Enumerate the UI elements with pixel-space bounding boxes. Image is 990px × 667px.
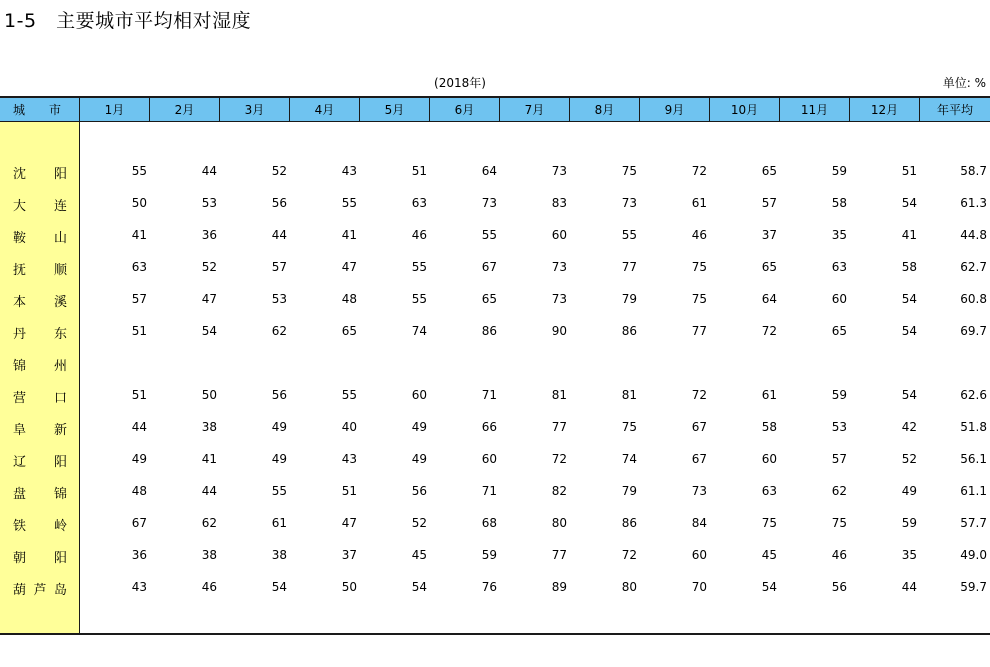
city-name-char: 锦 bbox=[53, 487, 67, 502]
month-value: 72 bbox=[691, 388, 707, 402]
city-name-char: 山 bbox=[53, 231, 67, 246]
month-value: 57 bbox=[831, 452, 847, 466]
unit-label: 单位: % bbox=[942, 76, 986, 90]
month-value: 73 bbox=[551, 260, 567, 274]
month-value: 86 bbox=[621, 324, 637, 338]
table-row bbox=[0, 187, 990, 219]
city-name bbox=[13, 323, 67, 342]
city-name-char: 阳 bbox=[53, 167, 67, 182]
month-value: 55 bbox=[271, 484, 287, 498]
month-value: 48 bbox=[131, 484, 147, 498]
city-name-char: 铁 bbox=[13, 519, 27, 534]
month-value: 35 bbox=[831, 228, 847, 242]
month-value: 52 bbox=[411, 516, 427, 530]
month-value: 72 bbox=[551, 452, 567, 466]
month-value: 73 bbox=[691, 484, 707, 498]
header-city bbox=[0, 98, 79, 122]
table-row bbox=[0, 283, 990, 315]
annual-value: 61.3 bbox=[960, 196, 987, 210]
month-value: 43 bbox=[341, 452, 357, 466]
month-value: 45 bbox=[761, 548, 777, 562]
month-value: 55 bbox=[411, 292, 427, 306]
month-value: 44 bbox=[271, 228, 287, 242]
city-name-char: 东 bbox=[53, 327, 67, 342]
month-value: 51 bbox=[901, 164, 917, 178]
month-value: 77 bbox=[691, 324, 707, 338]
city-name-char: 本 bbox=[13, 295, 27, 310]
month-value: 36 bbox=[201, 228, 217, 242]
header-month-3: 3月 bbox=[219, 98, 289, 122]
month-value: 49 bbox=[411, 452, 427, 466]
city-name-char: 辽 bbox=[13, 455, 27, 470]
city-name bbox=[13, 483, 67, 502]
table-row bbox=[0, 539, 990, 571]
table-bottom-border bbox=[0, 633, 990, 635]
month-value: 51 bbox=[341, 484, 357, 498]
month-value: 41 bbox=[901, 228, 917, 242]
month-value: 47 bbox=[341, 516, 357, 530]
month-value: 44 bbox=[131, 420, 147, 434]
month-value: 58 bbox=[901, 260, 917, 274]
header-month-7: 7月 bbox=[499, 98, 569, 122]
month-value: 53 bbox=[201, 196, 217, 210]
month-value: 56 bbox=[411, 484, 427, 498]
month-value: 52 bbox=[901, 452, 917, 466]
month-value: 57 bbox=[761, 196, 777, 210]
month-value: 59 bbox=[901, 516, 917, 530]
month-value: 50 bbox=[341, 580, 357, 594]
table-row bbox=[0, 315, 990, 347]
table-row bbox=[0, 571, 990, 603]
month-value: 67 bbox=[691, 452, 707, 466]
month-value: 59 bbox=[831, 164, 847, 178]
table-row bbox=[0, 475, 990, 507]
month-value: 55 bbox=[621, 228, 637, 242]
month-value: 62 bbox=[201, 516, 217, 530]
month-value: 75 bbox=[831, 516, 847, 530]
month-value: 77 bbox=[551, 420, 567, 434]
annual-value: 62.7 bbox=[960, 260, 987, 274]
month-value: 68 bbox=[481, 516, 497, 530]
annual-value: 62.6 bbox=[960, 388, 987, 402]
header-month-10: 10月 bbox=[709, 98, 779, 122]
month-value: 43 bbox=[131, 580, 147, 594]
city-name-char: 阳 bbox=[53, 455, 67, 470]
month-value: 52 bbox=[201, 260, 217, 274]
page-title: 1-5 主要城市平均相对湿度 bbox=[4, 10, 252, 32]
month-value: 77 bbox=[621, 260, 637, 274]
annual-value: 51.8 bbox=[960, 420, 987, 434]
city-name-char: 营 bbox=[13, 391, 27, 406]
annual-value: 69.7 bbox=[960, 324, 987, 338]
city-name-char: 丹 bbox=[13, 327, 27, 342]
month-value: 73 bbox=[481, 196, 497, 210]
month-value: 44 bbox=[201, 164, 217, 178]
table-row bbox=[0, 411, 990, 443]
month-value: 61 bbox=[271, 516, 287, 530]
month-value: 35 bbox=[901, 548, 917, 562]
month-value: 63 bbox=[131, 260, 147, 274]
month-value: 74 bbox=[621, 452, 637, 466]
header-month-1: 1月 bbox=[79, 98, 149, 122]
city-name bbox=[13, 387, 67, 406]
month-value: 64 bbox=[761, 292, 777, 306]
header-month-11: 11月 bbox=[779, 98, 849, 122]
city-name bbox=[13, 355, 67, 374]
month-value: 57 bbox=[131, 292, 147, 306]
month-value: 60 bbox=[551, 228, 567, 242]
month-value: 73 bbox=[551, 292, 567, 306]
month-value: 66 bbox=[481, 420, 497, 434]
city-name-char: 州 bbox=[53, 359, 67, 374]
month-value: 56 bbox=[271, 388, 287, 402]
month-value: 37 bbox=[761, 228, 777, 242]
month-value: 47 bbox=[341, 260, 357, 274]
month-value: 38 bbox=[201, 548, 217, 562]
month-value: 82 bbox=[551, 484, 567, 498]
city-name-char: 鞍 bbox=[13, 231, 27, 246]
month-value: 55 bbox=[341, 196, 357, 210]
table-row bbox=[0, 507, 990, 539]
month-value: 76 bbox=[481, 580, 497, 594]
month-value: 51 bbox=[411, 164, 427, 178]
month-value: 79 bbox=[621, 292, 637, 306]
month-value: 60 bbox=[411, 388, 427, 402]
month-value: 49 bbox=[901, 484, 917, 498]
month-value: 54 bbox=[901, 292, 917, 306]
month-value: 75 bbox=[691, 292, 707, 306]
month-value: 65 bbox=[831, 324, 847, 338]
month-value: 46 bbox=[411, 228, 427, 242]
month-value: 37 bbox=[341, 548, 357, 562]
city-name bbox=[13, 579, 67, 598]
annual-value: 56.1 bbox=[960, 452, 987, 466]
month-value: 59 bbox=[481, 548, 497, 562]
month-value: 72 bbox=[621, 548, 637, 562]
annual-value: 58.7 bbox=[960, 164, 987, 178]
month-value: 60 bbox=[761, 452, 777, 466]
month-value: 63 bbox=[831, 260, 847, 274]
month-value: 49 bbox=[271, 420, 287, 434]
city-name-char: 溪 bbox=[53, 295, 67, 310]
month-value: 73 bbox=[621, 196, 637, 210]
month-value: 57 bbox=[271, 260, 287, 274]
annual-value: 49.0 bbox=[960, 548, 987, 562]
month-value: 54 bbox=[271, 580, 287, 594]
month-value: 90 bbox=[551, 324, 567, 338]
month-value: 65 bbox=[341, 324, 357, 338]
header-month-12: 12月 bbox=[849, 98, 919, 122]
city-name-char: 朝 bbox=[13, 551, 27, 566]
city-name-char: 芦 bbox=[33, 583, 47, 598]
month-value: 52 bbox=[271, 164, 287, 178]
month-value: 51 bbox=[131, 324, 147, 338]
month-value: 43 bbox=[341, 164, 357, 178]
month-value: 72 bbox=[691, 164, 707, 178]
month-value: 79 bbox=[621, 484, 637, 498]
month-value: 61 bbox=[691, 196, 707, 210]
month-value: 63 bbox=[411, 196, 427, 210]
month-value: 50 bbox=[201, 388, 217, 402]
month-value: 75 bbox=[761, 516, 777, 530]
month-value: 58 bbox=[761, 420, 777, 434]
header-month-9: 9月 bbox=[639, 98, 709, 122]
month-value: 54 bbox=[901, 324, 917, 338]
month-value: 36 bbox=[131, 548, 147, 562]
month-value: 49 bbox=[271, 452, 287, 466]
month-value: 75 bbox=[691, 260, 707, 274]
month-value: 81 bbox=[621, 388, 637, 402]
month-value: 38 bbox=[271, 548, 287, 562]
month-value: 65 bbox=[761, 260, 777, 274]
month-value: 84 bbox=[691, 516, 707, 530]
city-name-char: 盘 bbox=[13, 487, 27, 502]
month-value: 41 bbox=[341, 228, 357, 242]
month-value: 65 bbox=[481, 292, 497, 306]
month-value: 75 bbox=[621, 420, 637, 434]
month-value: 58 bbox=[831, 196, 847, 210]
month-value: 77 bbox=[551, 548, 567, 562]
month-value: 54 bbox=[761, 580, 777, 594]
month-value: 54 bbox=[201, 324, 217, 338]
city-name bbox=[13, 291, 67, 310]
city-name bbox=[13, 515, 67, 534]
month-value: 67 bbox=[131, 516, 147, 530]
annual-value: 59.7 bbox=[960, 580, 987, 594]
month-value: 53 bbox=[271, 292, 287, 306]
month-value: 70 bbox=[691, 580, 707, 594]
month-value: 55 bbox=[341, 388, 357, 402]
month-value: 72 bbox=[761, 324, 777, 338]
table-header bbox=[0, 96, 990, 122]
header-month-2: 2月 bbox=[149, 98, 219, 122]
city-divider-line bbox=[79, 96, 80, 633]
month-value: 55 bbox=[481, 228, 497, 242]
month-value: 80 bbox=[551, 516, 567, 530]
month-value: 89 bbox=[551, 580, 567, 594]
month-value: 62 bbox=[271, 324, 287, 338]
city-name bbox=[13, 195, 67, 214]
year-label: (2018年) bbox=[434, 76, 486, 90]
header-month-8: 8月 bbox=[569, 98, 639, 122]
annual-value: 44.8 bbox=[960, 228, 987, 242]
month-value: 47 bbox=[201, 292, 217, 306]
city-name bbox=[13, 547, 67, 566]
month-value: 49 bbox=[411, 420, 427, 434]
city-name bbox=[13, 259, 67, 278]
city-name-char: 岛 bbox=[53, 583, 67, 598]
table-row bbox=[0, 155, 990, 187]
month-value: 71 bbox=[481, 388, 497, 402]
city-name-char: 顺 bbox=[53, 263, 67, 278]
month-value: 83 bbox=[551, 196, 567, 210]
month-value: 40 bbox=[341, 420, 357, 434]
month-value: 42 bbox=[901, 420, 917, 434]
month-value: 54 bbox=[901, 196, 917, 210]
month-value: 71 bbox=[481, 484, 497, 498]
month-value: 67 bbox=[691, 420, 707, 434]
month-value: 61 bbox=[761, 388, 777, 402]
city-name-char: 新 bbox=[53, 423, 67, 438]
month-value: 81 bbox=[551, 388, 567, 402]
month-value: 51 bbox=[131, 388, 147, 402]
table-row bbox=[0, 443, 990, 475]
month-value: 65 bbox=[761, 164, 777, 178]
month-value: 73 bbox=[551, 164, 567, 178]
city-name-char: 连 bbox=[53, 199, 67, 214]
month-value: 46 bbox=[691, 228, 707, 242]
header-month-5: 5月 bbox=[359, 98, 429, 122]
month-value: 60 bbox=[481, 452, 497, 466]
city-name-char: 抚 bbox=[13, 263, 27, 278]
header-month-4: 4月 bbox=[289, 98, 359, 122]
month-value: 44 bbox=[901, 580, 917, 594]
month-value: 44 bbox=[201, 484, 217, 498]
city-name bbox=[13, 451, 67, 470]
table-row bbox=[0, 347, 990, 379]
month-value: 75 bbox=[621, 164, 637, 178]
month-value: 53 bbox=[831, 420, 847, 434]
month-value: 86 bbox=[621, 516, 637, 530]
month-value: 46 bbox=[831, 548, 847, 562]
city-name-char: 阜 bbox=[13, 423, 27, 438]
month-value: 55 bbox=[131, 164, 147, 178]
city-name-char: 葫 bbox=[13, 583, 27, 598]
month-value: 38 bbox=[201, 420, 217, 434]
month-value: 59 bbox=[831, 388, 847, 402]
month-value: 48 bbox=[341, 292, 357, 306]
month-value: 60 bbox=[831, 292, 847, 306]
month-value: 64 bbox=[481, 164, 497, 178]
city-name-char: 阳 bbox=[53, 551, 67, 566]
header-annual: 年平均 bbox=[919, 98, 990, 122]
month-value: 55 bbox=[411, 260, 427, 274]
month-value: 86 bbox=[481, 324, 497, 338]
city-name-char: 沈 bbox=[13, 167, 27, 182]
city-name-char: 岭 bbox=[53, 519, 67, 534]
annual-value: 57.7 bbox=[960, 516, 987, 530]
city-name-char: 锦 bbox=[13, 359, 27, 374]
month-value: 41 bbox=[201, 452, 217, 466]
city-name bbox=[13, 163, 67, 182]
month-value: 60 bbox=[691, 548, 707, 562]
month-value: 56 bbox=[831, 580, 847, 594]
month-value: 67 bbox=[481, 260, 497, 274]
month-value: 49 bbox=[131, 452, 147, 466]
table-row bbox=[0, 251, 990, 283]
month-value: 45 bbox=[411, 548, 427, 562]
city-name-char: 口 bbox=[53, 391, 67, 406]
month-value: 80 bbox=[621, 580, 637, 594]
annual-value: 61.1 bbox=[960, 484, 987, 498]
table-row bbox=[0, 219, 990, 251]
table-row bbox=[0, 379, 990, 411]
annual-value: 60.8 bbox=[960, 292, 987, 306]
month-value: 62 bbox=[831, 484, 847, 498]
city-name bbox=[13, 227, 67, 246]
month-value: 56 bbox=[271, 196, 287, 210]
month-value: 74 bbox=[411, 324, 427, 338]
city-name-char: 大 bbox=[13, 199, 27, 214]
month-value: 54 bbox=[901, 388, 917, 402]
month-value: 46 bbox=[201, 580, 217, 594]
city-name bbox=[13, 419, 67, 438]
header-city-label: 城 市 bbox=[13, 103, 62, 117]
header-month-6: 6月 bbox=[429, 98, 499, 122]
month-value: 50 bbox=[131, 196, 147, 210]
month-value: 41 bbox=[131, 228, 147, 242]
month-value: 63 bbox=[761, 484, 777, 498]
month-value: 54 bbox=[411, 580, 427, 594]
